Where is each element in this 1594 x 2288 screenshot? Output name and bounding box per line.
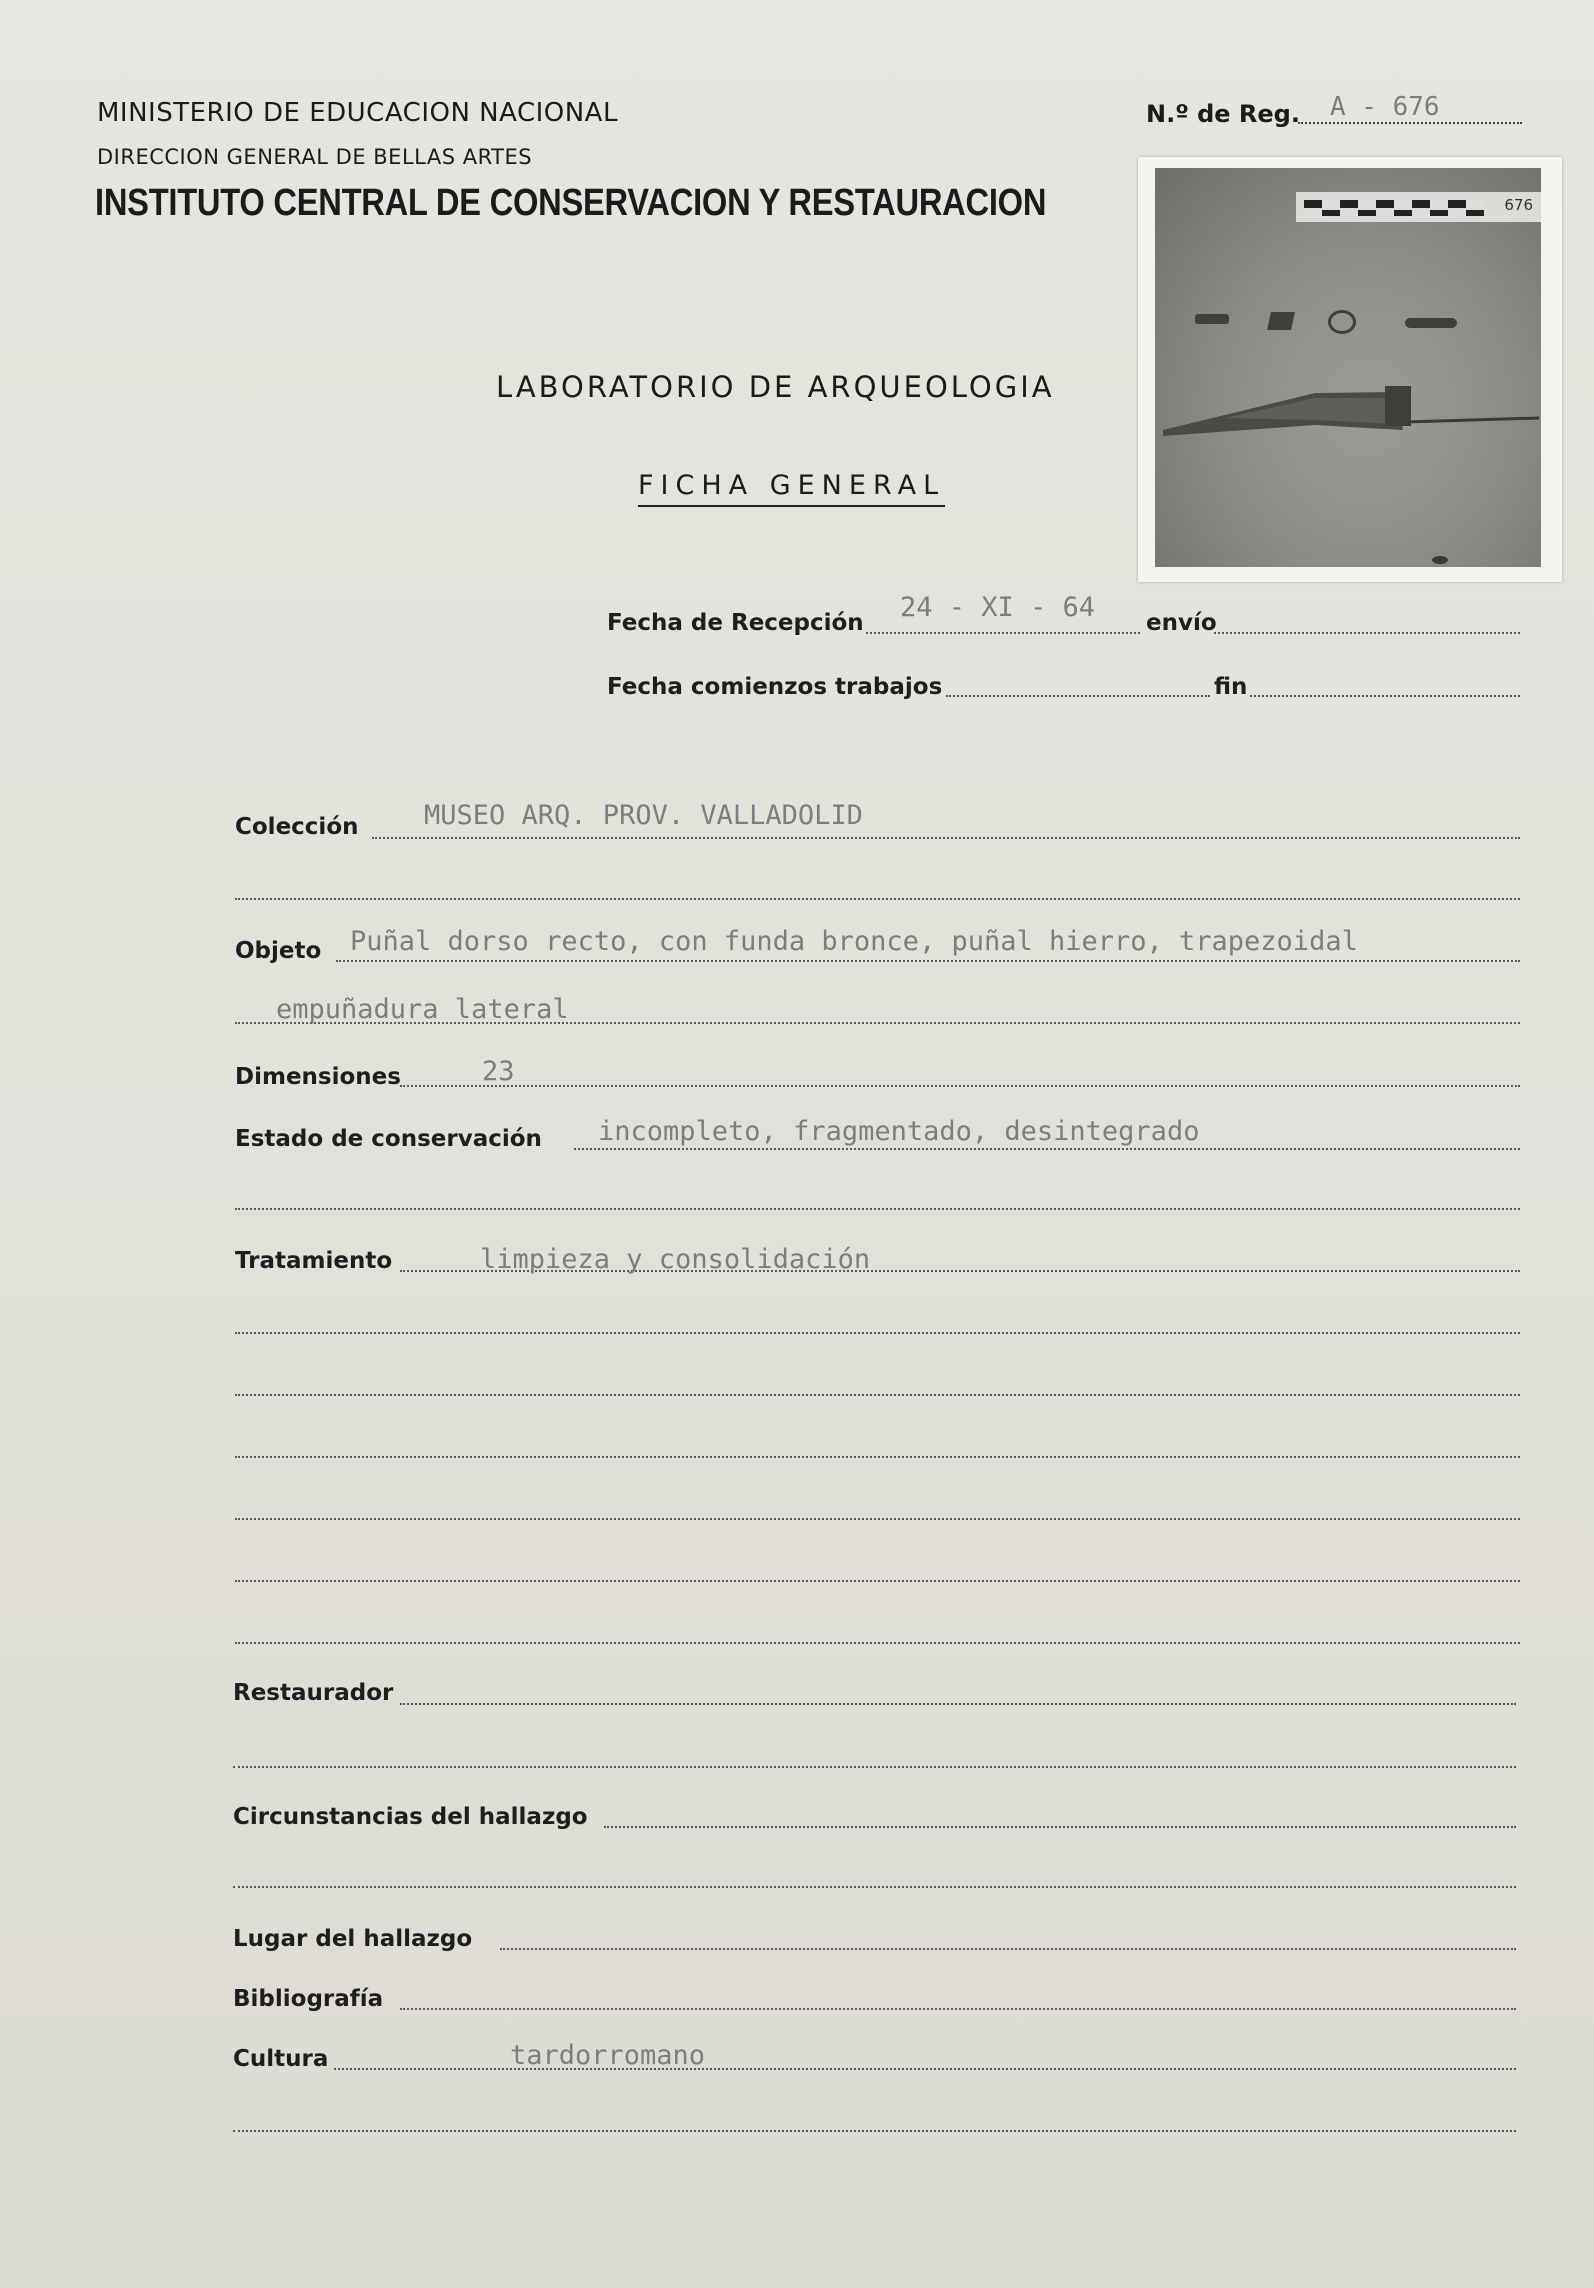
condition-label: Estado de conservación bbox=[235, 1126, 542, 1152]
work-end-label: fin bbox=[1214, 674, 1248, 700]
registration-label: N.º de Reg. bbox=[1146, 100, 1300, 128]
collection-value: MUSEO ARQ. PROV. VALLADOLID bbox=[424, 800, 863, 831]
culture-value: tardorromano bbox=[510, 2040, 706, 2071]
find-circumstances-line bbox=[604, 1826, 1516, 1828]
bibliography-line bbox=[400, 2008, 1516, 2010]
ruler-label: 676 bbox=[1504, 196, 1533, 214]
object-value-2: empuñadura lateral bbox=[276, 994, 569, 1025]
shipping-line bbox=[1214, 632, 1520, 634]
reception-date-line bbox=[866, 632, 1140, 634]
treatment-line-6 bbox=[235, 1580, 1520, 1582]
dimensions-label: Dimensiones bbox=[235, 1064, 401, 1090]
registration-line bbox=[1298, 122, 1522, 124]
photo-image bbox=[1155, 168, 1541, 567]
dimensions-line bbox=[400, 1085, 1520, 1087]
treatment-line-7 bbox=[235, 1642, 1520, 1644]
reception-date-value: 24 - XI - 64 bbox=[900, 592, 1096, 623]
find-circumstances-line-2 bbox=[233, 1886, 1516, 1888]
find-circumstances-label: Circunstancias del hallazgo bbox=[233, 1804, 588, 1830]
restorer-line bbox=[400, 1703, 1516, 1705]
treatment-line-5 bbox=[235, 1518, 1520, 1520]
direction-heading: DIRECCION GENERAL DE BELLAS ARTES bbox=[97, 145, 533, 169]
treatment-line-4 bbox=[235, 1456, 1520, 1458]
object-line bbox=[336, 960, 1520, 962]
reception-date-label: Fecha de Recepción bbox=[607, 610, 864, 636]
culture-label: Cultura bbox=[233, 2046, 329, 2072]
collection-line-2 bbox=[235, 898, 1520, 900]
condition-line bbox=[574, 1148, 1520, 1150]
treatment-label: Tratamiento bbox=[235, 1248, 393, 1274]
ministry-heading: MINISTERIO DE EDUCACION NACIONAL bbox=[97, 98, 618, 128]
work-end-line bbox=[1250, 695, 1520, 697]
restorer-label: Restaurador bbox=[233, 1680, 394, 1706]
object-value: Puñal dorso recto, con funda bronce, puñal hierro, trapezoidal bbox=[350, 926, 1358, 957]
form-title: FICHA GENERAL bbox=[638, 470, 945, 507]
treatment-line-2 bbox=[235, 1332, 1520, 1334]
treatment-line-3 bbox=[235, 1394, 1520, 1396]
artifact-photo bbox=[1138, 157, 1562, 582]
laboratory-title: LABORATORIO DE ARQUEOLOGIA bbox=[496, 370, 1055, 404]
dagger-image bbox=[1155, 168, 1541, 567]
condition-value: incompleto, fragmentado, desintegrado bbox=[598, 1116, 1200, 1147]
shipping-label: envío bbox=[1146, 610, 1217, 636]
work-start-line bbox=[946, 695, 1210, 697]
registration-value: A - 676 bbox=[1330, 92, 1440, 122]
work-start-label: Fecha comienzos trabajos bbox=[607, 674, 943, 700]
dimensions-value: 23 bbox=[482, 1056, 515, 1087]
find-place-line bbox=[500, 1948, 1516, 1950]
culture-line-2 bbox=[233, 2130, 1516, 2132]
object-label: Objeto bbox=[235, 938, 322, 964]
collection-line bbox=[372, 837, 1520, 839]
collection-label: Colección bbox=[235, 814, 359, 840]
restorer-line-2 bbox=[233, 1766, 1516, 1768]
find-place-label: Lugar del hallazgo bbox=[233, 1926, 473, 1952]
institute-heading: INSTITUTO CENTRAL DE CONSERVACION Y RESTAURACION bbox=[95, 182, 1047, 224]
bibliography-label: Bibliografía bbox=[233, 1986, 384, 2012]
condition-line-2 bbox=[235, 1208, 1520, 1210]
treatment-value: limpieza y consolidación bbox=[480, 1244, 871, 1275]
